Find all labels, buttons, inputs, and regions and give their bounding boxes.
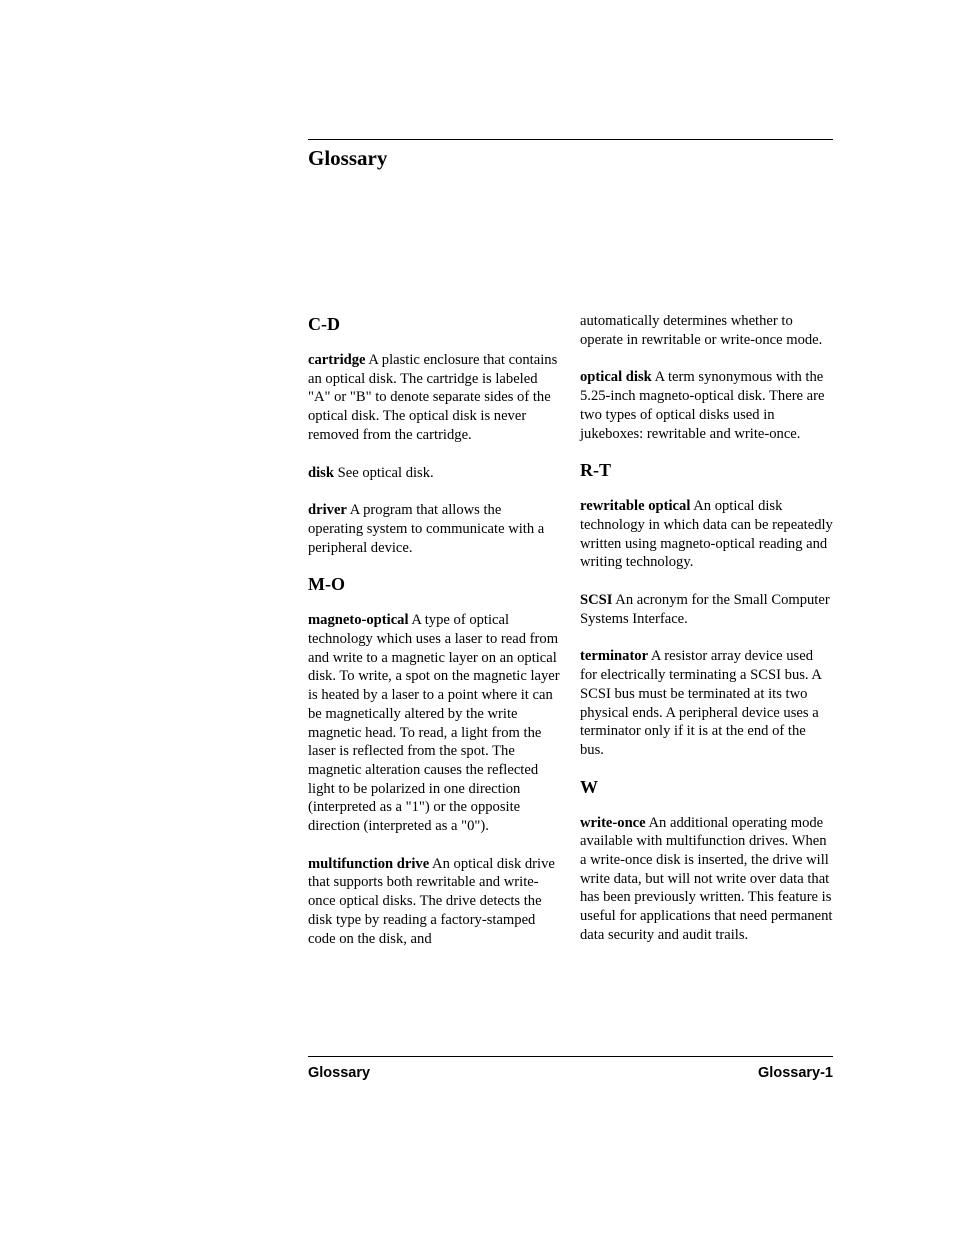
glossary-definition: A type of optical technology which uses a laser to read from and write to a magnetic layer on an optical disk. To write, a spot on the magnetic layer is heated by a laser to a point where it can be magnetically altered by the write magnetic head. To read, a light from the laser is reflected from the spot. The magnetic alteration causes the reflected light to be polarized in one direction (interpreted as a "1") or the opposite direction (interpreted as a "0"). bbox=[308, 612, 560, 835]
glossary-definition: An additional operating mode available with multifunction drives. When a write-once disk is inserted, the drive will write data, but will not write over data that has been previously written. This feature is useful for applications that need permanent data security and audit trails. bbox=[580, 814, 833, 943]
glossary-term: rewritable optical bbox=[580, 498, 691, 515]
glossary-term: write-once bbox=[580, 814, 646, 831]
footer-page-number: Glossary-1 bbox=[758, 1065, 833, 1081]
glossary-term: terminator bbox=[580, 648, 649, 665]
glossary-definition: An optical disk technology in which data can be repeatedly written using magneto-optical reading and writing technology. bbox=[580, 498, 833, 571]
glossary-definition: An optical disk drive that supports both rewritable and write-once optical disks. The drive detects the disk type by reading a factory-stamped code on the disk, and bbox=[308, 855, 555, 947]
page-title: Glossary bbox=[308, 146, 388, 170]
glossary-column-left bbox=[308, 312, 560, 948]
glossary-term: cartridge bbox=[308, 352, 366, 368]
glossary-entry-driver bbox=[308, 501, 560, 557]
glossary-entry-cartridge bbox=[308, 351, 560, 445]
glossary-definition: A resistor array device used for electrically terminating a SCSI bus. A SCSI bus must be terminated at its two physical ends. A peripheral device uses a terminator only if it is at the end of the bus. bbox=[580, 648, 822, 758]
glossary-definition: A program that allows the operating system to communicate with a peripheral device. bbox=[308, 502, 545, 556]
glossary-term: driver bbox=[308, 502, 347, 519]
glossary-definition: A term synonymous with the 5.25-inch magneto-optical disk. There are two types of optical disks used in jukeboxes: rewritable and write-once. bbox=[580, 369, 825, 442]
glossary-term: multifunction drive bbox=[308, 855, 430, 872]
glossary-definition: An acronym for the Small Computer Systems Interface. bbox=[580, 592, 830, 627]
glossary-term: SCSI bbox=[580, 592, 613, 609]
glossary-definition: See optical disk. bbox=[333, 464, 434, 481]
section-heading-c-d: C-D bbox=[308, 314, 340, 334]
footer-rule bbox=[308, 1056, 833, 1057]
glossary-entry-disk bbox=[308, 464, 560, 483]
glossary-term: magneto-optical bbox=[308, 612, 409, 629]
glossary-column-right bbox=[580, 312, 833, 945]
glossary-entry-terminator bbox=[580, 647, 833, 759]
section-heading-r-t: R-T bbox=[580, 460, 611, 481]
glossary-entry-rewritable-optical bbox=[580, 497, 833, 572]
glossary-entry-scsi bbox=[580, 591, 833, 628]
section-heading-m-o: M-O bbox=[308, 574, 345, 595]
glossary-term: disk bbox=[308, 464, 334, 481]
glossary-entry-magneto-optical bbox=[308, 611, 560, 835]
glossary-entry-optical-disk bbox=[580, 368, 833, 443]
footer-section-title: Glossary bbox=[308, 1065, 371, 1081]
glossary-entry-multifunction-continued: automatically determines whether to operate in rewritable or write-once mode. bbox=[580, 313, 823, 348]
header-rule bbox=[308, 139, 833, 140]
glossary-entry-write-once bbox=[580, 814, 833, 945]
glossary-term: optical disk bbox=[580, 369, 652, 386]
section-heading-w: W bbox=[580, 776, 598, 797]
glossary-entry-multifunction-drive bbox=[308, 855, 560, 949]
glossary-definition: A plastic enclosure that contains an optical disk. The cartridge is labeled "A" or "B" to denote separate sides of the optical disk. The optical disk is never removed from the cartridge. bbox=[308, 352, 558, 443]
